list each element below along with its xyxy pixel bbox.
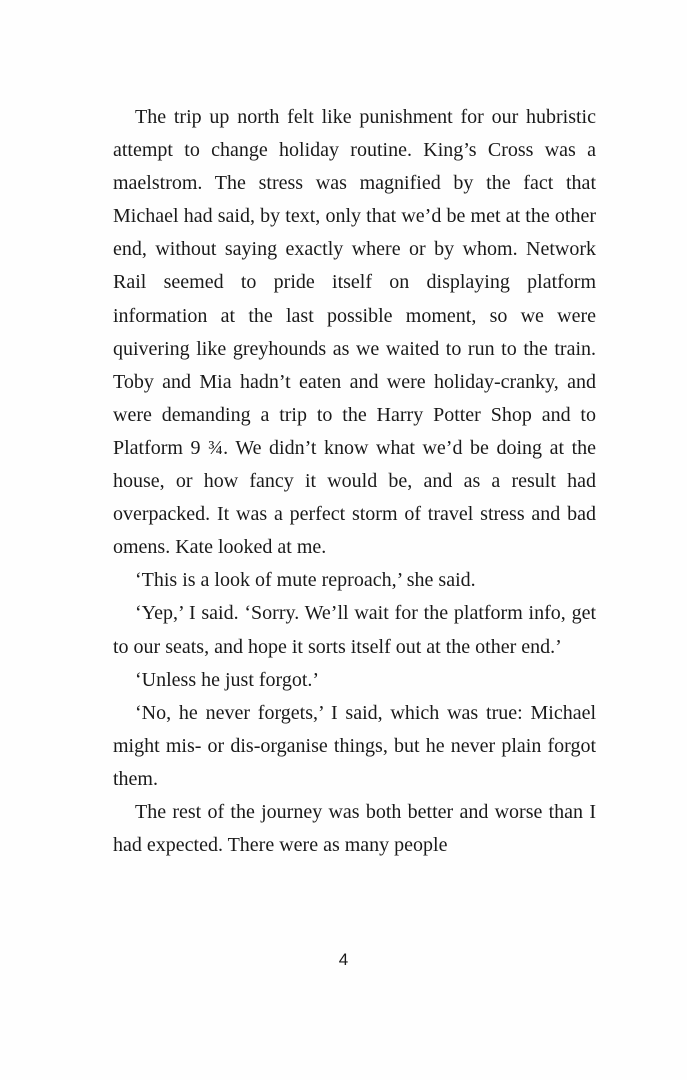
paragraph-1: The trip up north felt like punishment for our hubristic attempt to change holiday routine. King’s Cross was a maelstrom. The stress was magnified by the fact that Michael had said, by text, only that we’d be met at the other end, without saying exactly where or by whom. Network Rail seemed to pride itself on displaying platform information at the last possible moment, so we were quivering like greyhounds as we waited to run to the train. Toby and Mia hadn’t eaten and were holiday-cranky, and were demanding a trip to the Harry Potter Shop and to Platform 9 ¾. We didn’t know what we’d be doing at the house, or how fancy it would be, and as a result had overpacked. It was a perfect storm of travel stress and bad omens. Kate looked at me. <box>113 106 596 559</box>
page-number: 4 <box>338 950 349 969</box>
paragraph-5: ‘No, he never forgets,’ I said, which was true: Michael might mis- or dis-organise things, but he never plain forgot them. <box>113 701 596 790</box>
paragraph-2: ‘This is a look of mute reproach,’ she said. <box>135 569 476 592</box>
paragraph-6: The rest of the journey was both better and worse than I had expected. There were as many people <box>113 800 596 857</box>
body-text <box>113 101 596 862</box>
paragraph-3: ‘Yep,’ I said. ‘Sorry. We’ll wait for the platform info, get to our seats, and hope it sorts itself out at the other end.’ <box>113 602 596 658</box>
paragraph-4: ‘Unless he just forgot.’ <box>135 668 320 691</box>
